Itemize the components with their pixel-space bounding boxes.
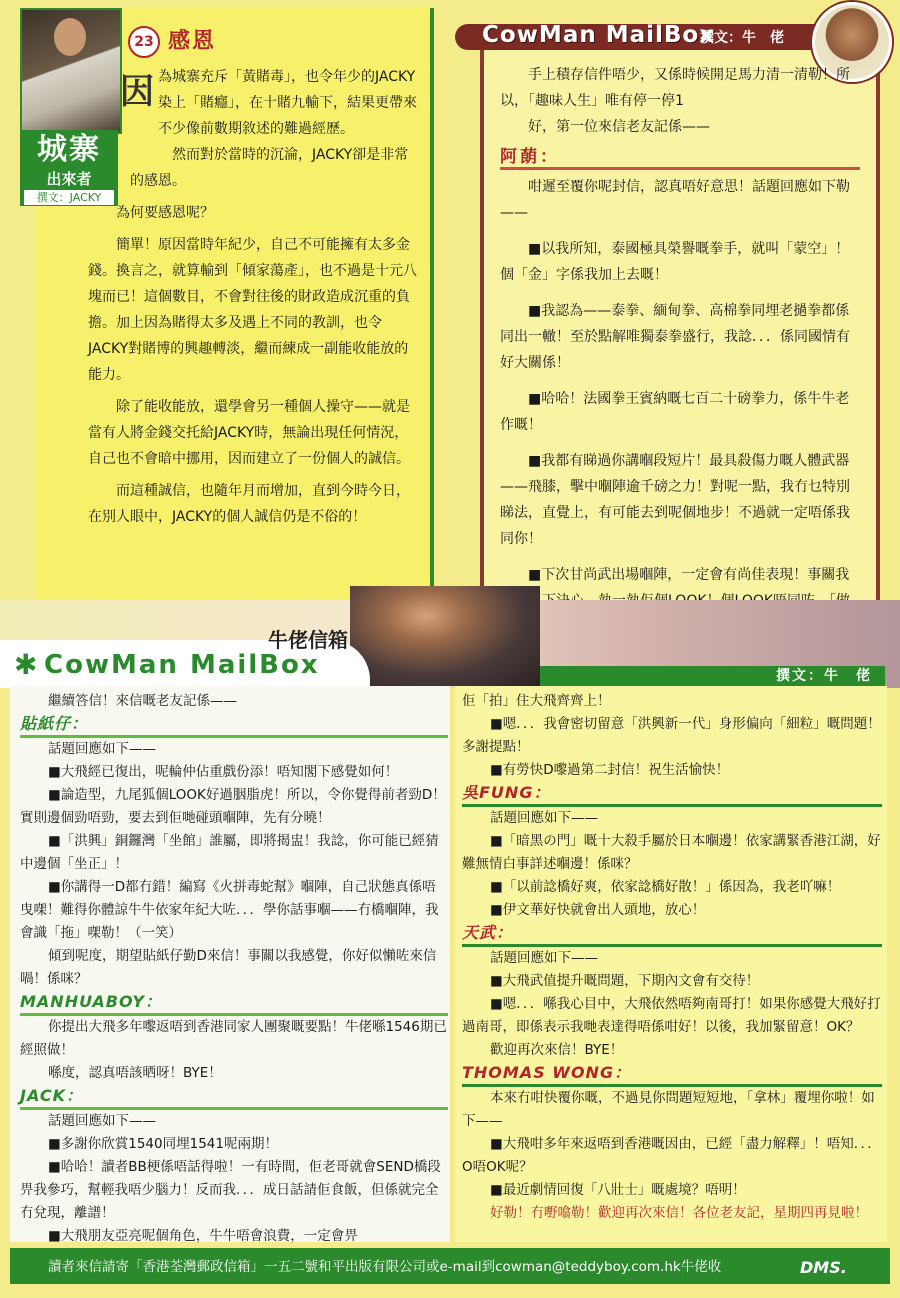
reader-name-heading: 吳FUNG： xyxy=(462,782,882,807)
letter-reply-line: 話題回應如下—— xyxy=(490,950,598,966)
banner-title-chinese: 牛佬信箱 xyxy=(268,628,348,652)
letter-reply-line: 本來冇咁快覆你嘅，不過見你問題短短地，「拿林」覆埋你啦！如下—— xyxy=(462,1090,875,1129)
letter-reply-line: ■「洪興」銅鑼灣「坐館」誰屬，即將揭盅！我諗，你可能已經猜中邊個「坐正」！ xyxy=(20,833,439,872)
letter-reply-line: 傾到呢度，期望貼紙仔勤D來信！事關以我感覺，你好似懶咗來信喎！係咪？ xyxy=(20,948,437,987)
bottom-left-letters xyxy=(20,690,448,1248)
letter-reply-line: ■論造型，九尾狐個LOOK好過胭脂虎！所以，令你覺得前者勁D！實則邊個勁唔勁，要去到佢哋碰頭嗰陣，先有分曉！ xyxy=(20,787,446,826)
reader-name-heading: 貼紙仔： xyxy=(20,713,448,738)
reply-paragraph: ■我都有睇過你講嗰段短片！最具殺傷力嘅人體武器——飛膝，擊中嗰陣逾千磅之力！對呢一點，我冇乜特別睇法，直覺上，有可能去到呢個地步！不過就一定唔係我同你！ xyxy=(500,453,850,547)
letter-reply-line: ■最近劇情回復「八壯士」嘅處境？唔明！ xyxy=(490,1182,746,1198)
letter-reply-line: ■「以前諗橋好爽，依家諗橋好散！」係因為，我老吖嘛！ xyxy=(490,879,841,895)
badge-author: 撰文：JACKY xyxy=(24,190,114,205)
letter-reply-line: 歡迎再次來信！BYE！ xyxy=(490,1042,624,1058)
article-paragraph: 而這種誠信，也隨年月而增加，直到今時今日，在別人眼中，JACKY的個人誠信仍是不俗的！ xyxy=(88,483,410,525)
banner-title: CowMan MailBox xyxy=(44,650,320,680)
article-paragraph: 為何要感恩呢？ xyxy=(116,205,214,221)
article-body xyxy=(88,64,418,530)
star-icon: ✱ xyxy=(14,648,38,681)
letter-reply-line: ■大飛武值提升嘅問題，下期內文會有交待！ xyxy=(490,973,760,989)
letter-reply-line: ■有勞快D嚟過第二封信！祝生活愉快！ xyxy=(490,762,730,778)
banner-byline: 撰文：牛 佬 xyxy=(776,668,872,684)
reply-paragraph: ■哈哈！法國拳王賓納嘅七百二十磅拳力，係牛牛老作嘅！ xyxy=(500,391,850,433)
letter-reply-line: ■大飛咁多年來返唔到香港嘅因由，已經「盡力解釋」！唔知．．．O唔OK呢？ xyxy=(462,1136,881,1175)
letter-reply-line: 話題回應如下—— xyxy=(490,810,598,826)
reply-paragraph: ■我認為——泰拳、緬甸拳、高棉拳同埋老撾拳都係同出一轍！至於點解唯獨泰拳盛行，我諗．．．係同國情有好大關係！ xyxy=(500,303,850,371)
letter-reply-line: 佢「拍」住大飛齊齊上！ xyxy=(462,693,611,709)
mailbox-intro: 好，第一位來信老友記係—— xyxy=(528,119,710,135)
article-paragraph: 為城寨充斥「黃賭毒」，也令年少的JACKY染上「賭癮」，在十賭九輸下，結果更帶來不少像前數期敘述的難過經歷。 xyxy=(158,69,417,137)
letter-reply-line: ■你講得一D都冇錯！編寫《火拼毒蛇幫》嗰陣，自己狀態真係唔曳㗎！難得你體諒牛牛依家年紀大咗．．．學你話事嗰——冇橋嗰陣，我會識「拖」㗎勒！（一笑） xyxy=(20,879,439,941)
article-paragraph: 簡單！原因當時年紀少，自己不可能擁有太多金錢。換言之，就算輸到「傾家蕩產」，也不過是十元八塊而已！這個數目，不會對往後的財政造成沉重的負擔。加上因為賭得太多及遇上不同的教訓，也令JACKY對賭博的興趣轉淡，繼而練成一副能收能放的能力。 xyxy=(88,237,417,383)
reply-paragraph: ■以我所知，泰國極具榮譽嘅拳手，就叫「蒙空」！個「金」字係我加上去嘅！ xyxy=(500,241,850,283)
letter-reply-line: 繼續答信！來信嘅老友記係—— xyxy=(48,693,237,709)
reader-name-heading: 天武： xyxy=(462,922,882,947)
mailbox-title: CowMan MailBox xyxy=(482,22,716,48)
article-paragraph: 除了能收能放，還學會另一種個人操守——就是當有人將金錢交托給JACKY時，無論出現任何情況，自己也不會暗中挪用，因而建立了一份個人的誠信。 xyxy=(88,399,410,467)
letter-reply-line: ■大飛經已復出，呢輪仲佔重戲份添！唔知閣下感覺如何！ xyxy=(48,764,399,780)
mailbox-intro: 手上積存信件唔少，又係時候開足馬力清一清勒！所以，「趣味人生」唯有停一停1 xyxy=(500,67,850,109)
letter-reply-line: 喺度，認真唔該晒呀！BYE！ xyxy=(48,1065,222,1081)
letter-reply-line: ■嗯．．．喺我心目中，大飛依然唔夠南哥打！如果你感覺大飛好打過南哥，即係表示我哋表達得唔係咁好！以後，我加緊留意！OK？ xyxy=(462,996,881,1035)
letter-reply-line: ■「暗黑の門」嘅十大殺手屬於日本嗰邊！依家講緊香港江湖，好難無情白事詳述嗰邊！係咪？ xyxy=(462,833,881,872)
drop-cap: 因 xyxy=(120,72,154,112)
letter-reply-line: ■哈哈！讀者BB梗係唔話得啦！一有時間，佢老哥就會SEND橋段畀我參巧，幫輕我唔少腦力！反而我．．．成日話請佢食飯，但係就完全冇兌現，離譜！ xyxy=(20,1159,441,1221)
letter-reply-line: 話題回應如下—— xyxy=(48,741,156,757)
letter-reply-line: ■大飛朋友亞亮呢個角色，牛牛唔會浪費，一定會畀 xyxy=(48,1228,358,1244)
banner-photo xyxy=(350,586,540,686)
bottom-right-letters xyxy=(462,690,882,1225)
mailbox-byline: 撰文：牛 佬 xyxy=(700,30,784,46)
reader-name: 阿蓢： xyxy=(500,142,860,170)
badge-title: 城寨 xyxy=(37,132,101,167)
footer-address: 讀者來信請寄「香港荃灣郵政信箱」一五二號和平出版有限公司或e-mail到cowman@teddyboy.com.hk牛佬收 xyxy=(48,1259,722,1275)
reply-paragraph: ■下次甘尚武出場嗰陣，一定會有尚佳表現！事關我 xyxy=(528,567,850,583)
letter-reply-line: 話題回應如下—— xyxy=(48,1113,156,1129)
section-number-badge: 23 xyxy=(128,26,160,58)
reader-name-heading: MANHUABOY： xyxy=(20,991,448,1016)
letter-reply-line: 你提出大飛多年嚟返唔到香港同家人團聚嘅要點！牛佬喺1546期已經照做！ xyxy=(20,1019,447,1058)
reply-paragraph: 咁遲至覆你呢封信，認真唔好意思！話題回應如下勒—— xyxy=(500,179,850,221)
letter-reply-line: ■嗯．．．我會密切留意「洪興新一代」身形偏向「細粒」嘅問題！多謝提點！ xyxy=(462,716,881,755)
section-title: 感恩 xyxy=(168,29,217,54)
badge-subtitle: 出來者 xyxy=(46,170,92,188)
article-paragraph: 然而對於當時的沉淪，JACKY卻是非常的感恩。 xyxy=(130,147,409,189)
letter-reply-line: ■多謝你欣賞1540同埋1541呢兩期！ xyxy=(48,1136,278,1152)
reader-name-heading: JACK： xyxy=(20,1085,448,1110)
letter-reply-line: 好勒！冇嘢噏勒！歡迎再次來信！各位老友記，星期四再見啦！ xyxy=(490,1205,868,1221)
watermark-logo: DMS. xyxy=(800,1258,847,1277)
reader-name-heading: THOMAS WONG： xyxy=(462,1062,882,1087)
letter-reply-line: ■伊文華好快就會出人頭地，放心！ xyxy=(490,902,706,918)
